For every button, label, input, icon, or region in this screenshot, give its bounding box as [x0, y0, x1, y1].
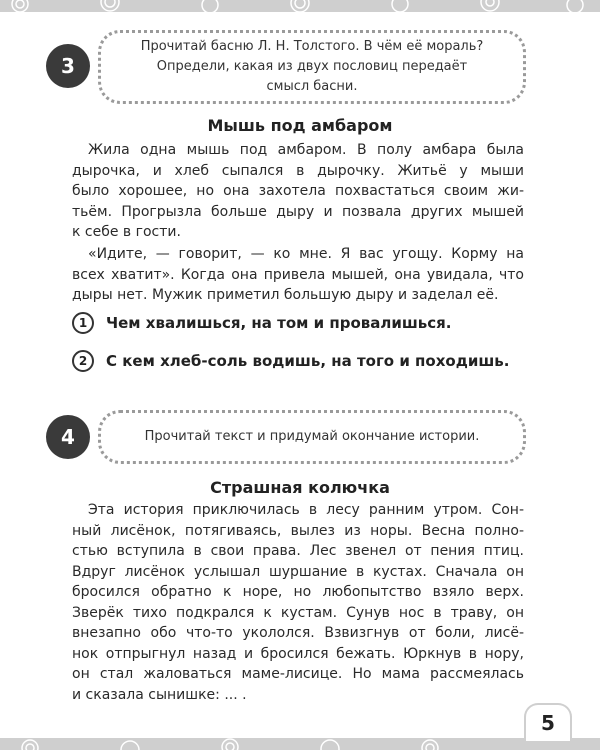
text-line: внезапно обо что-то укололся. Взвизгнув от боли, лисё- — [72, 625, 524, 641]
story-title: Мышь под амбаром — [207, 116, 393, 135]
text-line: бросился обратно к норе, но любопытство взяло верх. — [72, 584, 524, 600]
text-line: он стал жаловаться маме-лисице. Но мама рассмеялась — [72, 666, 524, 682]
text-line: Зверёк тихо подкрался к кустам. Сунув нос в траву, он — [72, 604, 524, 621]
story-paragraph — [72, 140, 524, 243]
instruction-line: Прочитай басню Л. Н. Толстого. В чём её мораль? — [140, 39, 484, 54]
task-instruction-box — [98, 30, 526, 104]
page-number: 5 — [524, 703, 572, 741]
text-line: всех хватит». Когда она привела мышей, она увидала, что — [72, 266, 524, 283]
swirl-pattern-icon — [0, 738, 600, 750]
text-line: нок отпрыгнул назад и бросился бежать. Юркнув в нору, — [72, 645, 524, 662]
text-line: и сказала сынишке: ... . — [72, 686, 247, 703]
proverb-option-1[interactable] — [72, 312, 452, 334]
task-number-badge: 4 — [46, 415, 90, 459]
text-line: «Идите, — говорит, — ко мне. Я вас угощу. Корму на — [88, 246, 524, 262]
text-line: стью вступила в свои права. Лес звенел от пения птиц. — [72, 543, 524, 559]
instruction-line: смысл басни. — [266, 79, 358, 94]
instruction-line: Определи, какая из двух пословиц передаёт — [156, 59, 468, 74]
proverb-text: С кем хлеб-соль водишь, на того и походишь. — [106, 352, 510, 370]
text-line: Жила одна мышь под амбаром. В полу амбара была — [88, 142, 524, 158]
task-instruction-box — [98, 410, 526, 464]
swirl-pattern-icon — [0, 0, 600, 12]
option-number-circle: 1 — [72, 312, 94, 334]
text-line: к себе в гости. — [72, 224, 181, 240]
top-decorative-band — [0, 0, 600, 12]
story-title: Страшная колючка — [210, 478, 390, 497]
text-line: ный лисёнок, потягиваясь, вылез из норы. Весна полно- — [72, 522, 524, 539]
text-line: дыры нет. Мужик приметил большую дыру и заделал её. — [72, 287, 499, 303]
proverb-option-2[interactable] — [72, 350, 509, 372]
option-number-circle: 2 — [72, 350, 94, 372]
text-line: Эта история приключилась в лесу ранним утром. Сон- — [88, 502, 524, 518]
text-line: Вдруг лисёнок услышал шуршание в кустах. Сначала он — [72, 563, 524, 580]
text-line: тьём. Прогрызла больше дыру и позвала других мышей — [72, 203, 524, 220]
task-number-badge: 3 — [46, 44, 90, 88]
proverb-text: Чем хвалишься, на том и провалишься. — [106, 314, 452, 332]
story-paragraph — [72, 500, 524, 705]
text-line: было хорошее, но она захотела похвастаться своим жи- — [72, 183, 524, 199]
story-paragraph — [72, 244, 524, 306]
instruction-line: Прочитай текст и придумай окончание истории. — [144, 429, 480, 444]
bottom-decorative-band — [0, 738, 600, 750]
text-line: дырочка, и хлеб сыпался в дырочку. Житьё у мыши — [72, 162, 524, 179]
